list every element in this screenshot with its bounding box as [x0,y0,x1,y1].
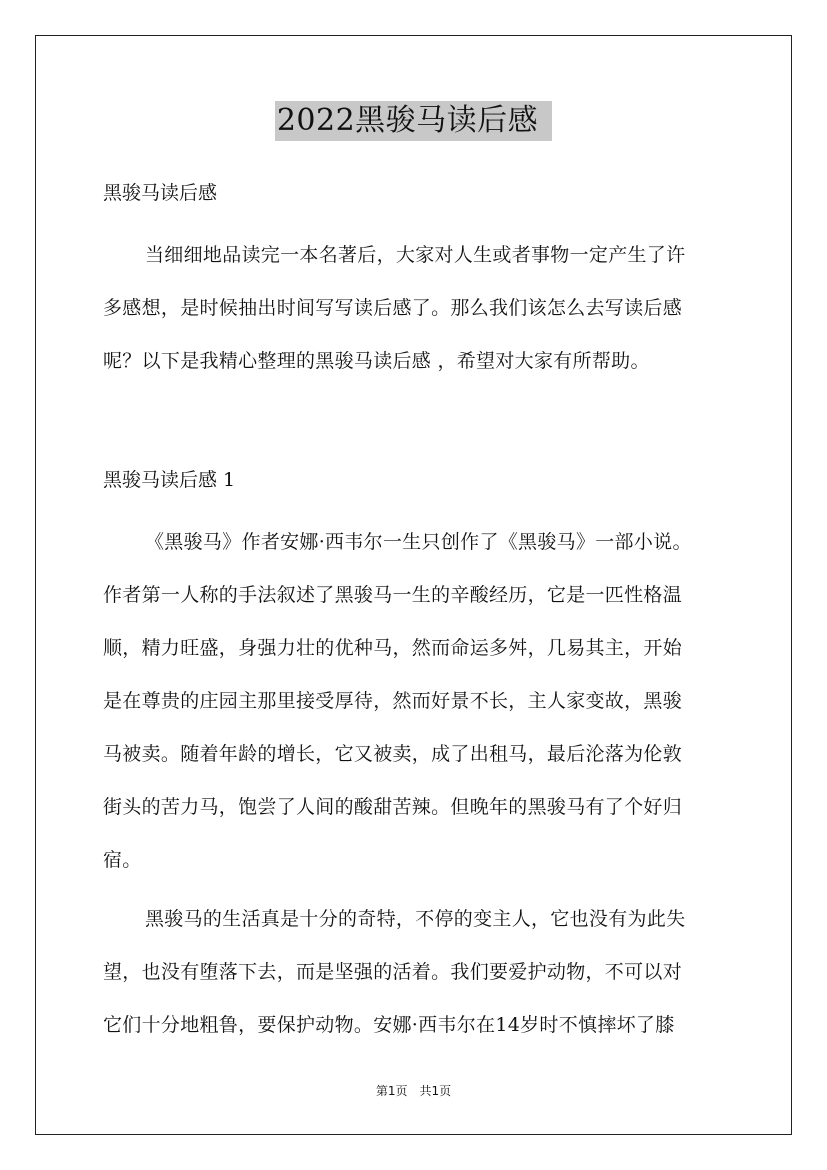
paragraph-line: 当细细地品读完一本名著后，大家对人生或者事物一定产生了许 [145,244,686,266]
paragraph-line: 多感想，是时候抽出时间写写读后感了。那么我们该怎么去写读后感 [103,297,683,319]
paragraph-line: 马被卖。随着年龄的增长，它又被卖，成了出租马，最后沦落为伦敦 [103,743,683,765]
paragraph-line: 《黑骏马》作者安娜·西韦尔一生只创作了《黑骏马》一部小说。 [145,531,692,553]
paragraph-line: 它们十分地粗鲁，要保护动物。安娜·西韦尔在14岁时不慎摔坏了膝 [103,1014,675,1036]
document-title: 2022黑骏马读后感 [275,101,552,141]
intro-paragraph [103,236,743,395]
paragraph-line: 作者第一人称的手法叙述了黑骏马一生的辛酸经历，它是一匹性格温 [103,584,683,606]
paragraph-line: 是在尊贵的庄园主那里接受厚待，然而好景不长，主人家变故，黑骏 [103,690,683,712]
section-heading: 黑骏马读后感 1 [103,469,236,491]
paragraph-line: 望，也没有堕落下去，而是坚强的活着。我们要爱护动物，不可以对 [103,961,683,983]
paragraph-line: 宿。 [103,849,142,871]
paragraph-line: 黑骏马的生活真是十分的奇特，不停的变主人，它也没有为此失 [145,908,686,930]
paragraph-line: 呢？以下是我精心整理的黑骏马读后感 ，希望对大家有所帮助。 [103,350,650,372]
section1-paragraph-2 [103,900,743,1059]
title-wrap [0,101,827,141]
paragraph-line: 顺，精力旺盛，身强力壮的优种马，然而命运多舛，几易其主，开始 [103,637,683,659]
page-footer [0,1083,827,1099]
section1-paragraph-1 [103,523,743,894]
page-number: 第1页 共1页 [375,1084,452,1098]
document-body [103,174,743,1059]
paragraph-line: 街头的苦力马，饱尝了人间的酸甜苦辣。但晚年的黑骏马有了个好归 [103,796,683,818]
intro-heading: 黑骏马读后感 [103,182,218,204]
